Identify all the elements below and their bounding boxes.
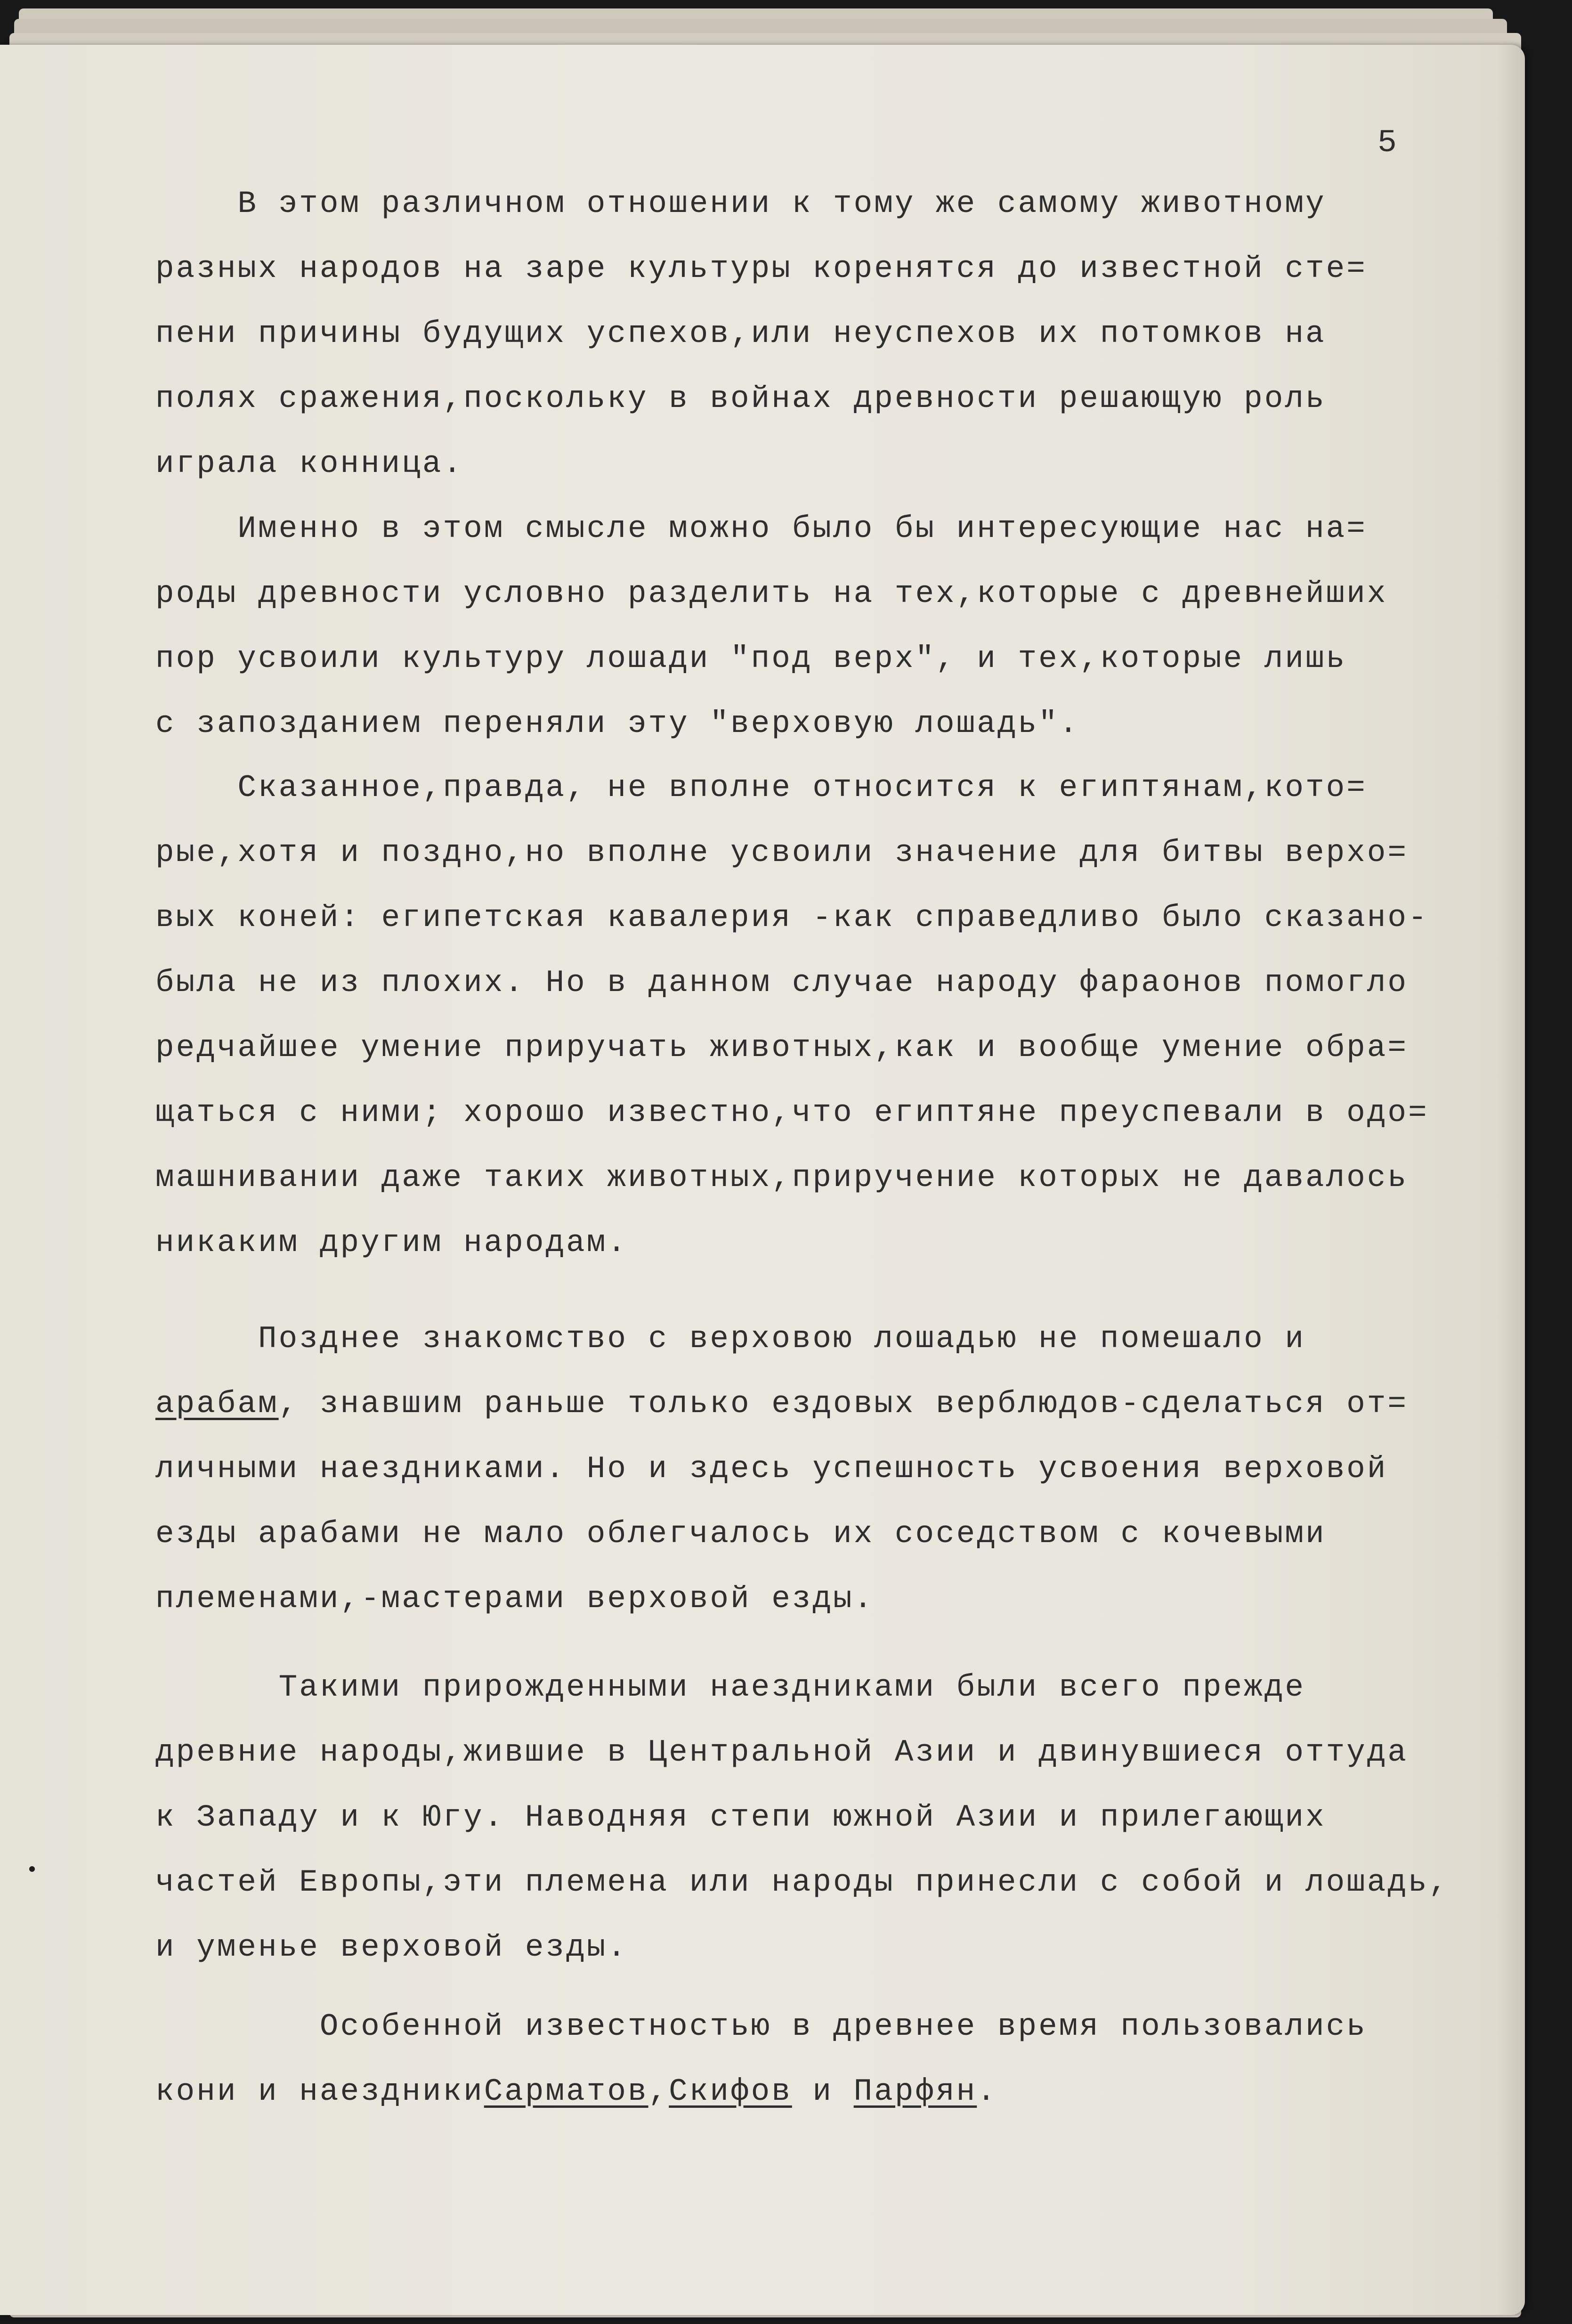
text-line: пор усвоили культуру лошади "под верх", и тех,которые лишь [155, 641, 1347, 676]
line-fragment: и [792, 2074, 854, 2109]
text-line: древние народы,жившие в Центральной Азии и двинувшиеся оттуда [155, 1735, 1408, 1770]
text-line: езды арабами не мало облегчалось их соседством с кочевыми [155, 1516, 1326, 1552]
text-line: Позднее знакомство с верховою лошадью не помешало и [155, 1321, 1305, 1357]
underlined-name: Сарматов [484, 2074, 648, 2109]
text-line: полях сражения,поскольку в войнах древности решающую роль [155, 381, 1326, 416]
text-line: была не из плохих. Но в данном случае народу фараонов помогло [155, 965, 1408, 1000]
underlined-word: арабам [155, 1386, 279, 1422]
text-line: пени причины будущих успехов,или неуспехов их потомков на [155, 316, 1326, 351]
text-line [155, 1386, 1408, 1422]
text-line-final [155, 2074, 997, 2109]
text-line: Именно в этом смысле можно было бы интересующие нас на= [155, 511, 1367, 546]
text-line: Сказанное,правда, не вполне относится к египтянам,кото= [155, 770, 1367, 805]
text-line: Особенной известностью в древнее время пользовались [155, 2009, 1367, 2044]
text-line: никаким другим народам. [155, 1225, 628, 1260]
text-line: и уменье верховой езды. [155, 1930, 628, 1965]
ink-dot [29, 1866, 35, 1872]
text-line: играла конница. [155, 446, 464, 481]
underlined-name: Парфян [853, 2074, 977, 2109]
text-line: разных народов на заре культуры коренятся до известной сте= [155, 251, 1367, 286]
text-line: к Западу и к Югу. Наводняя степи южной Азии и прилегающих [155, 1800, 1326, 1835]
page-number: 5 [1378, 125, 1399, 161]
line-fragment: , [648, 2074, 669, 2109]
line-fragment: кони и наездники [155, 2074, 484, 2109]
underlined-name: Скифов [669, 2074, 792, 2109]
text-line: с запозданием переняли эту "верховую лошадь". [155, 706, 1080, 741]
text-line: роды древности условно разделить на тех,которые с древнейших [155, 576, 1388, 611]
page-edge-wear [1497, 45, 1525, 2315]
text-line: частей Европы,эти племена или народы принесли с собой и лошадь, [155, 1865, 1450, 1900]
text-line: личными наездниками. Но и здесь успешность усвоения верховой [155, 1451, 1388, 1487]
text-line: племенами,-мастерами верховой езды. [155, 1581, 875, 1617]
text-line: В этом различном отношении к тому же самому животному [155, 186, 1326, 221]
line-remainder: , знавшим раньше только ездовых верблюдов-сделаться от= [278, 1386, 1408, 1422]
text-line: щаться с ними; хорошо известно,что египтяне преуспевали в одо= [155, 1095, 1429, 1130]
text-line: вых коней: египетская кавалерия -как справедливо было сказано- [155, 900, 1429, 935]
text-line: Такими прирожденными наездниками были всего прежде [155, 1670, 1305, 1705]
text-line: редчайшее умение приручать животных,как и вообще умение обра= [155, 1030, 1408, 1065]
text-line: рые,хотя и поздно,но вполне усвоили значение для битвы верхо= [155, 835, 1408, 870]
text-line: машнивании даже таких животных,приручение которых не давалось [155, 1160, 1408, 1195]
line-fragment: . [977, 2074, 997, 2109]
